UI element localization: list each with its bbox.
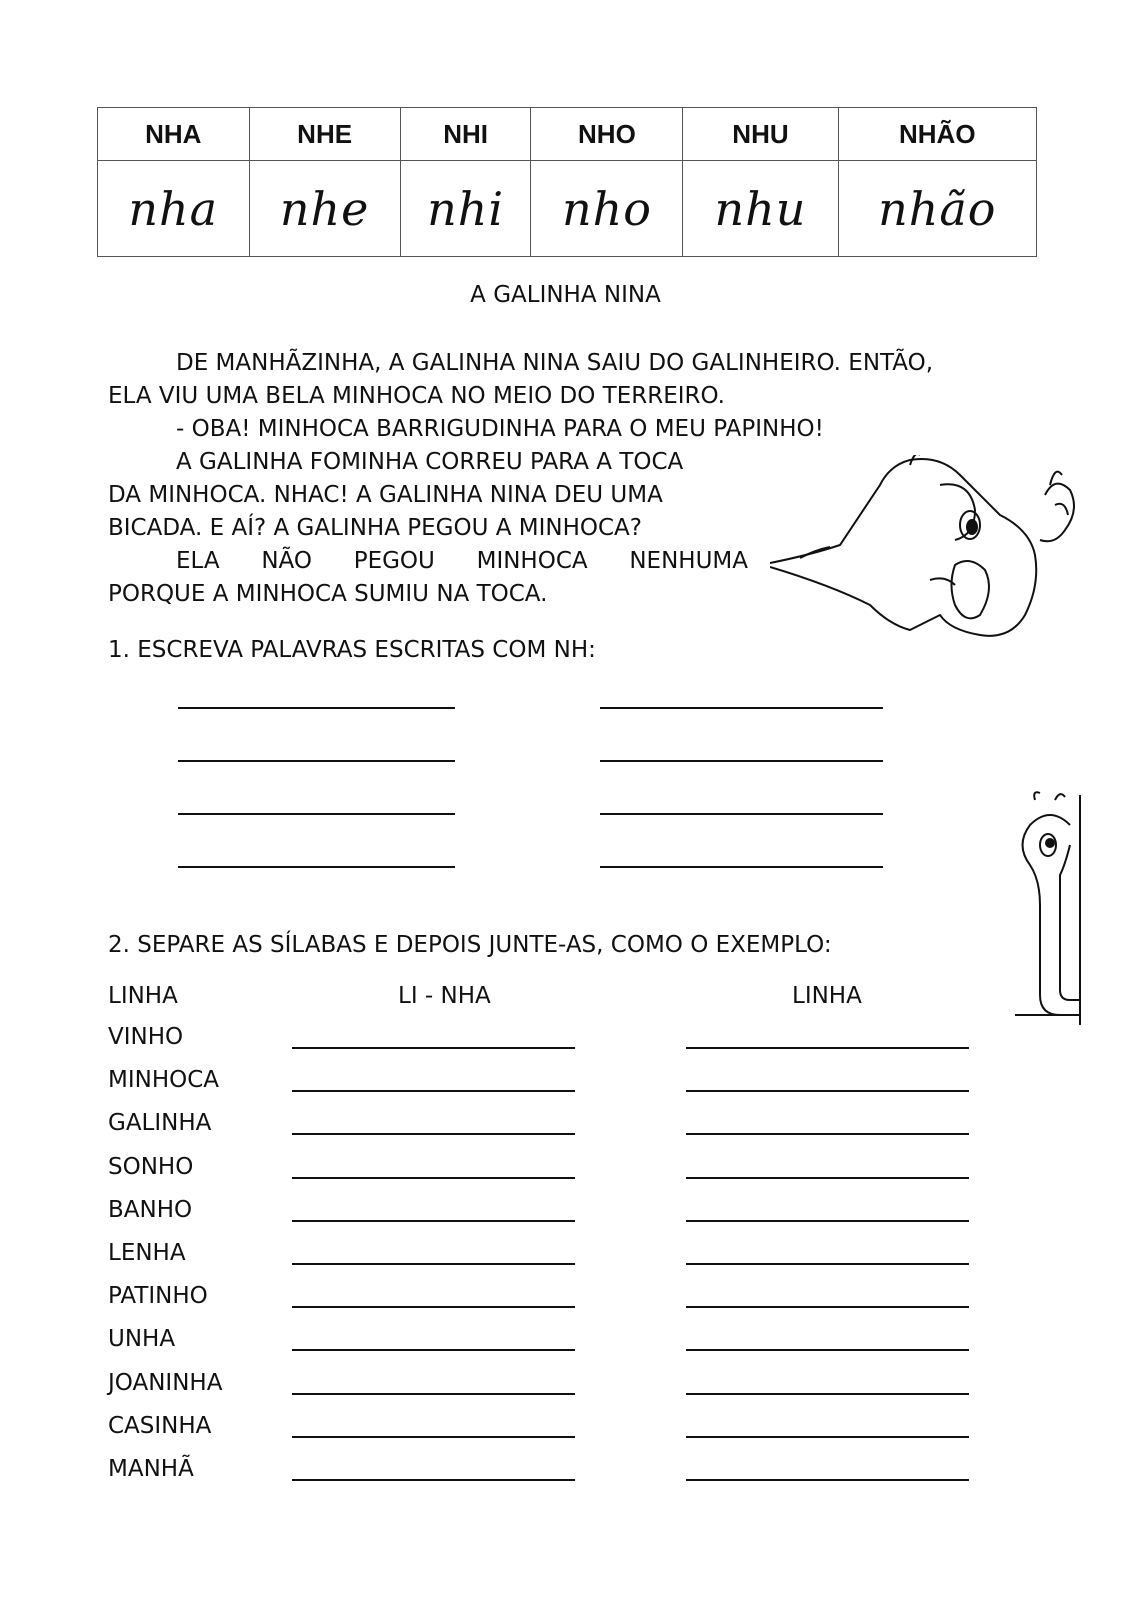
answer-line[interactable] [178,813,455,815]
syllables-answer-line[interactable] [292,1393,575,1395]
story-line: PORQUE A MINHOCA SUMIU NA TOCA. [108,581,548,607]
joined-answer-line[interactable] [686,1436,969,1438]
syllable-cursive: nha [98,161,250,257]
story-line: ELA VIU UMA BELA MINHOCA NO MEIO DO TERREIRO. [108,383,725,409]
word-item: UNHA [108,1326,176,1352]
syllable-upper: NHU [683,108,838,161]
word-item: BANHO [108,1197,193,1223]
word-item: JOANINHA [108,1370,223,1396]
joined-answer-line[interactable] [686,1133,969,1135]
syllables-answer-line[interactable] [292,1047,575,1049]
word-item: VINHO [108,1024,184,1050]
syllable-upper: NHÃO [838,108,1036,161]
answer-line[interactable] [178,707,455,709]
example-joined: LINHA [792,983,862,1009]
syllables-answer-line[interactable] [292,1349,575,1351]
syllable-upper: NHI [400,108,531,161]
question-1-prompt: 1. ESCREVA PALAVRAS ESCRITAS COM NH: [108,637,596,663]
joined-answer-line[interactable] [686,1479,969,1481]
example-word: LINHA [108,983,178,1009]
syllable-table [97,107,1037,257]
story-line: BICADA. E AÍ? A GALINHA PEGOU A MINHOCA? [108,515,642,541]
syllables-answer-line[interactable] [292,1133,575,1135]
word-item: PATINHO [108,1283,208,1309]
syllable-row-cursive [98,161,1037,257]
syllable-row-upper [98,108,1037,161]
answer-line[interactable] [600,813,883,815]
joined-answer-line[interactable] [686,1090,969,1092]
syllable-upper: NHO [531,108,683,161]
syllables-answer-line[interactable] [292,1220,575,1222]
word-item: CASINHA [108,1413,212,1439]
syllables-answer-line[interactable] [292,1436,575,1438]
worm-illustration [1010,785,1090,1025]
word-item: MINHOCA [108,1067,220,1093]
answer-line[interactable] [600,707,883,709]
syllable-cursive: nho [531,161,683,257]
syllable-cursive: nhão [838,161,1036,257]
joined-answer-line[interactable] [686,1306,969,1308]
syllable-cursive: nhe [249,161,400,257]
hen-illustration [770,455,1100,655]
syllable-upper: NHA [98,108,250,161]
answer-line[interactable] [178,866,455,868]
answer-line[interactable] [178,760,455,762]
word-item: LENHA [108,1240,186,1266]
syllable-cursive: nhi [400,161,531,257]
answer-line[interactable] [600,760,883,762]
syllable-cursive: nhu [683,161,838,257]
word-item: SONHO [108,1154,194,1180]
story-line: A GALINHA FOMINHA CORREU PARA A TOCA [176,449,684,475]
syllables-answer-line[interactable] [292,1479,575,1481]
syllables-answer-line[interactable] [292,1263,575,1265]
story-title: A GALINHA NINA [470,282,661,308]
answer-line[interactable] [600,866,883,868]
word-item: GALINHA [108,1110,212,1136]
joined-answer-line[interactable] [686,1047,969,1049]
syllables-answer-line[interactable] [292,1306,575,1308]
joined-answer-line[interactable] [686,1263,969,1265]
story-line: ELA NÃO PEGOU MINHOCA NENHUMA [176,548,748,574]
joined-answer-line[interactable] [686,1393,969,1395]
story-line: - OBA! MINHOCA BARRIGUDINHA PARA O MEU PAPINHO! [176,416,824,442]
question-2-prompt: 2. SEPARE AS SÍLABAS E DEPOIS JUNTE-AS, COMO O EXEMPLO: [108,932,832,958]
joined-answer-line[interactable] [686,1349,969,1351]
syllable-upper: NHE [249,108,400,161]
word-item: MANHÃ [108,1456,194,1482]
syllables-answer-line[interactable] [292,1090,575,1092]
syllables-answer-line[interactable] [292,1177,575,1179]
story-line: DA MINHOCA. NHAC! A GALINHA NINA DEU UMA [108,482,663,508]
story-line: DE MANHÃZINHA, A GALINHA NINA SAIU DO GALINHEIRO. ENTÃO, [176,350,934,376]
example-syllables: LI - NHA [398,983,491,1009]
joined-answer-line[interactable] [686,1177,969,1179]
joined-answer-line[interactable] [686,1220,969,1222]
